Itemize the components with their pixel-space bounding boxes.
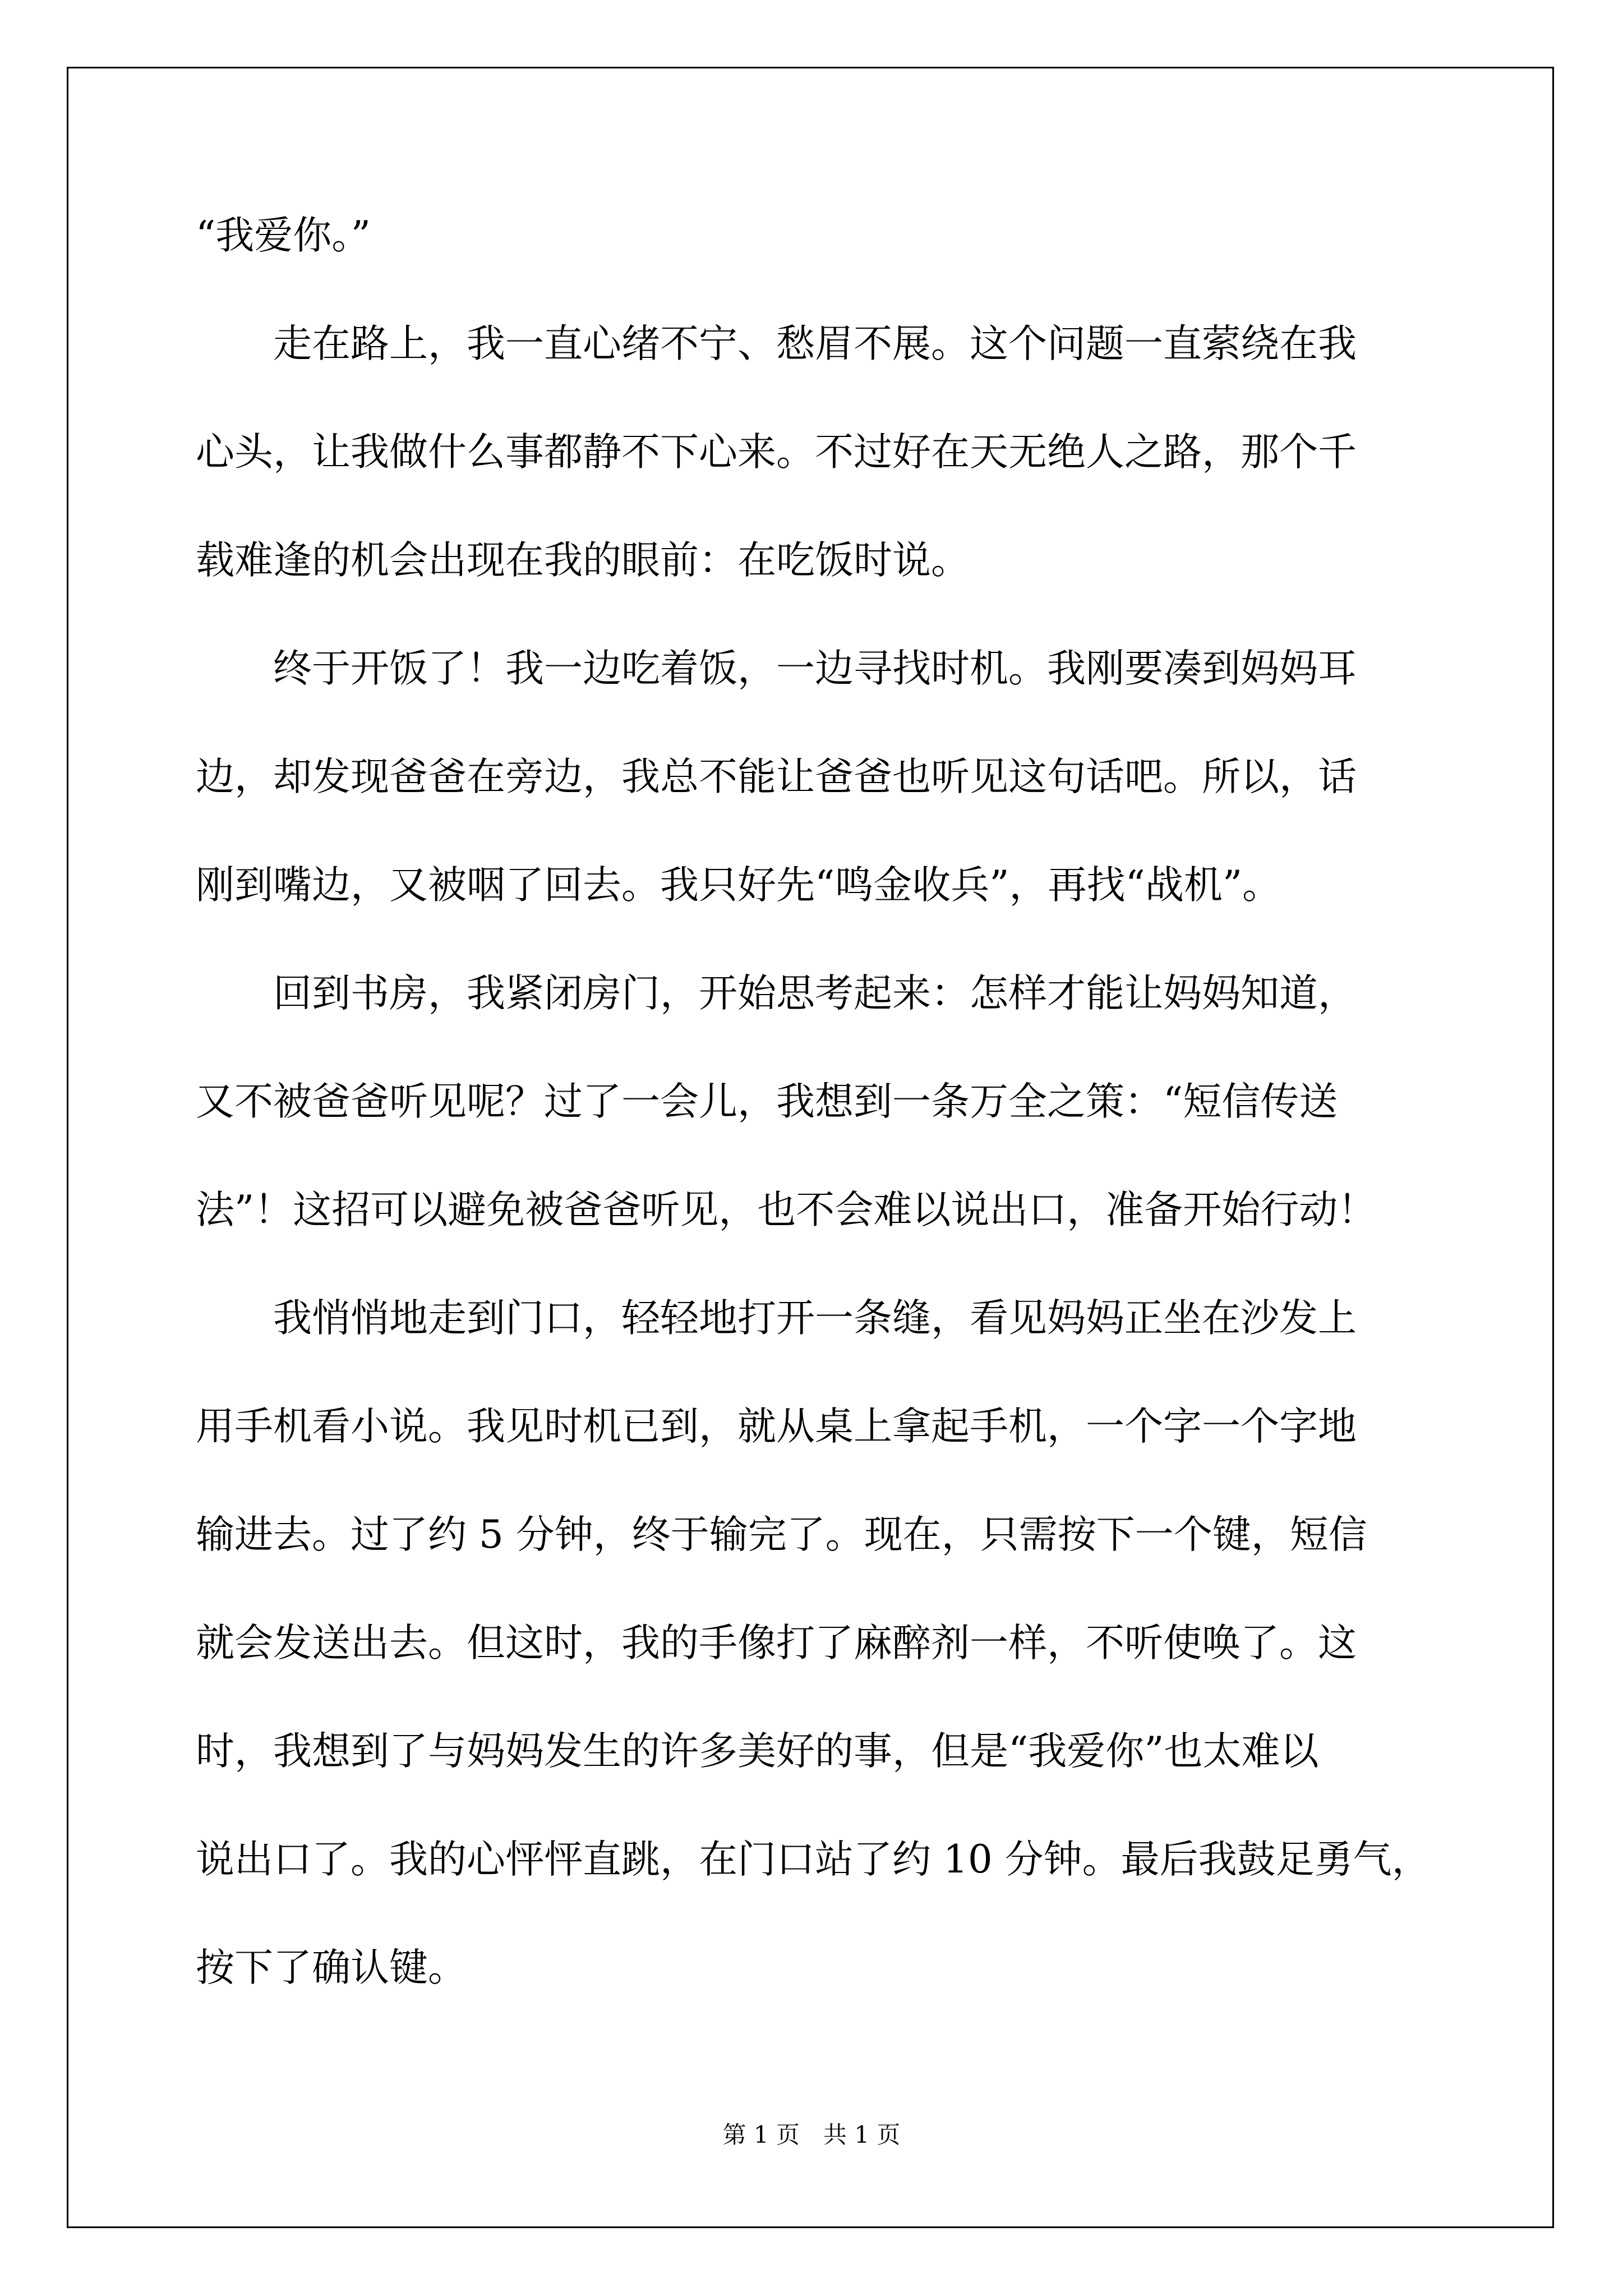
text-line: 刚到嘴边，又被咽了回去。我只好先“鸣金收兵”，再找“战机”。 — [196, 863, 1281, 908]
text-line: 我悄悄地走到门口，轻轻地打开一条缝，看见妈妈正坐在沙发上 — [196, 1296, 1357, 1341]
text-line: 就会发送出去。但这时，我的手像打了麻醉剂一样，不听使唤了。这 — [196, 1621, 1357, 1665]
text-line: 边，却发现爸爸在旁边，我总不能让爸爸也听见这句话吧。所以，话 — [196, 754, 1357, 799]
page-border — [67, 67, 1554, 2228]
text-line: 走在路上，我一直心绪不宁、愁眉不展。这个问题一直萦绕在我 — [196, 321, 1357, 366]
text-line: 法”！这招可以避免被爸爸听见，也不会难以说出口，准备开始行动！ — [196, 1188, 1377, 1232]
text-line: 说出口了。我的心怦怦直跳，在门口站了约 10 分钟。最后我鼓足勇气， — [196, 1837, 1431, 1882]
text-line: 用手机看小说。我见时机已到，就从桌上拿起手机，一个字一个字地 — [196, 1404, 1357, 1449]
text-line: 又不被爸爸听见呢？过了一会儿，我想到一条万全之策：“短信传送 — [196, 1079, 1338, 1124]
text-line: 输进去。过了约 5 分钟，终于输完了。现在，只需按下一个键，短信 — [196, 1512, 1367, 1557]
text-line: “我爱你。” — [196, 213, 371, 258]
text-line: 时，我想到了与妈妈发生的许多美好的事，但是“我爱你”也太难以 — [196, 1729, 1319, 1774]
text-line: 心头，让我做什么事都静不下心来。不过好在天无绝人之路，那个千 — [196, 430, 1357, 475]
text-line: 按下了确认键。 — [196, 1945, 467, 1990]
text-line: 回到书房，我紧闭房门，开始思考起来：怎样才能让妈妈知道， — [196, 971, 1357, 1016]
text-line: 载难逢的机会出现在我的眼前：在吃饭时说。 — [196, 538, 970, 583]
page-footer: 第 1 页 共 1 页 — [722, 2121, 901, 2148]
text-line: 终于开饭了！我一边吃着饭，一边寻找时机。我刚要凑到妈妈耳 — [196, 646, 1357, 691]
